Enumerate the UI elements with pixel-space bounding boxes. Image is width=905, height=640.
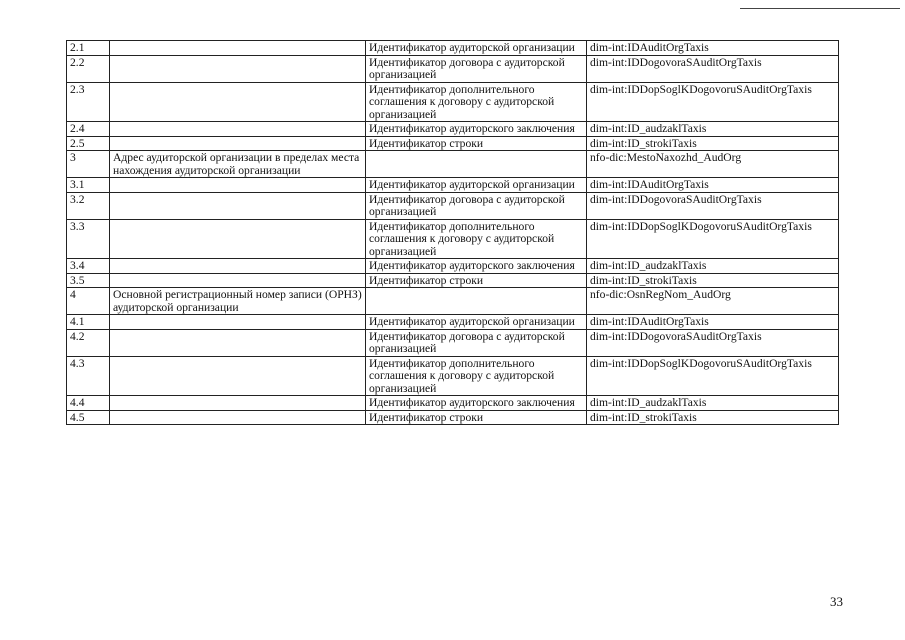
row-description-cell: Идентификатор строки (366, 136, 587, 151)
row-code-cell: dim-int:IDDogovoraSAuditOrgTaxis (587, 329, 839, 356)
row-name-cell (110, 259, 366, 274)
row-number-cell: 4.1 (67, 315, 110, 330)
row-name-cell (110, 55, 366, 82)
row-description-cell: Идентификатор договора с аудиторской организацией (366, 329, 587, 356)
row-description-cell: Идентификатор договора с аудиторской организацией (366, 192, 587, 219)
row-number-cell: 3.4 (67, 259, 110, 274)
table-row (67, 410, 839, 425)
table-row (67, 136, 839, 151)
row-description-cell: Идентификатор дополнительного соглашения к договору с аудиторской организацией (366, 356, 587, 396)
table-row (67, 122, 839, 137)
row-number-cell: 4 (67, 288, 110, 315)
row-description-cell: Идентификатор строки (366, 410, 587, 425)
row-description-cell: Идентификатор строки (366, 273, 587, 288)
row-name-cell (110, 136, 366, 151)
table-row (67, 55, 839, 82)
row-description-cell (366, 288, 587, 315)
row-number-cell: 2.1 (67, 41, 110, 56)
table-row (67, 329, 839, 356)
row-code-cell: dim-int:IDDopSoglKDogovoruSAuditOrgTaxis (587, 356, 839, 396)
row-name-cell (110, 410, 366, 425)
row-code-cell: dim-int:IDDogovoraSAuditOrgTaxis (587, 55, 839, 82)
row-name-cell: Адрес аудиторской организации в пределах места нахождения аудиторской организации (110, 151, 366, 178)
table-row (67, 151, 839, 178)
row-name-cell (110, 122, 366, 137)
table-row (67, 82, 839, 122)
row-code-cell: nfo-dic:OsnRegNom_AudOrg (587, 288, 839, 315)
row-name-cell (110, 178, 366, 193)
row-code-cell: dim-int:IDAuditOrgTaxis (587, 315, 839, 330)
row-code-cell: dim-int:ID_audzaklTaxis (587, 259, 839, 274)
row-code-cell: dim-int:ID_audzaklTaxis (587, 396, 839, 411)
row-description-cell: Идентификатор аудиторского заключения (366, 259, 587, 274)
row-code-cell: dim-int:ID_strokiTaxis (587, 410, 839, 425)
row-number-cell: 3 (67, 151, 110, 178)
table-row (67, 356, 839, 396)
row-number-cell: 3.5 (67, 273, 110, 288)
table-row (67, 315, 839, 330)
row-name-cell: Основной регистрационный номер записи (ОРНЗ) аудиторской организации (110, 288, 366, 315)
table-row (67, 273, 839, 288)
row-description-cell: Идентификатор аудиторского заключения (366, 122, 587, 137)
row-name-cell (110, 396, 366, 411)
header-rule (740, 8, 900, 9)
row-number-cell: 3.2 (67, 192, 110, 219)
table-row (67, 396, 839, 411)
row-number-cell: 4.3 (67, 356, 110, 396)
row-name-cell (110, 356, 366, 396)
row-number-cell: 2.4 (67, 122, 110, 137)
row-number-cell: 4.5 (67, 410, 110, 425)
row-code-cell: dim-int:ID_strokiTaxis (587, 273, 839, 288)
row-description-cell: Идентификатор аудиторского заключения (366, 396, 587, 411)
table-row (67, 259, 839, 274)
row-name-cell (110, 219, 366, 259)
row-description-cell: Идентификатор аудиторской организации (366, 315, 587, 330)
page-number: 33 (830, 594, 843, 609)
row-code-cell: dim-int:IDDogovoraSAuditOrgTaxis (587, 192, 839, 219)
row-code-cell: dim-int:IDAuditOrgTaxis (587, 178, 839, 193)
row-description-cell: Идентификатор аудиторской организации (366, 41, 587, 56)
row-number-cell: 4.4 (67, 396, 110, 411)
row-description-cell: Идентификатор аудиторской организации (366, 178, 587, 193)
row-description-cell: Идентификатор дополнительного соглашения к договору с аудиторской организацией (366, 219, 587, 259)
row-name-cell (110, 273, 366, 288)
table-row (67, 288, 839, 315)
row-code-cell: dim-int:ID_audzaklTaxis (587, 122, 839, 137)
row-name-cell (110, 82, 366, 122)
row-code-cell: dim-int:IDDopSoglKDogovoruSAuditOrgTaxis (587, 219, 839, 259)
row-description-cell: Идентификатор дополнительного соглашения к договору с аудиторской организацией (366, 82, 587, 122)
table-row (67, 41, 839, 56)
row-code-cell: dim-int:ID_strokiTaxis (587, 136, 839, 151)
row-code-cell: dim-int:IDDopSoglKDogovoruSAuditOrgTaxis (587, 82, 839, 122)
row-number-cell: 2.3 (67, 82, 110, 122)
table-row (67, 192, 839, 219)
row-code-cell: dim-int:IDAuditOrgTaxis (587, 41, 839, 56)
row-number-cell: 3.3 (67, 219, 110, 259)
row-number-cell: 2.2 (67, 55, 110, 82)
row-number-cell: 4.2 (67, 329, 110, 356)
row-name-cell (110, 192, 366, 219)
row-description-cell: Идентификатор договора с аудиторской организацией (366, 55, 587, 82)
row-code-cell: nfo-dic:MestoNaxozhd_AudOrg (587, 151, 839, 178)
row-number-cell: 3.1 (67, 178, 110, 193)
row-number-cell: 2.5 (67, 136, 110, 151)
table-row (67, 219, 839, 259)
table-body (67, 41, 839, 425)
table-row (67, 178, 839, 193)
row-name-cell (110, 315, 366, 330)
row-description-cell (366, 151, 587, 178)
row-name-cell (110, 329, 366, 356)
attributes-table (66, 40, 839, 425)
row-name-cell (110, 41, 366, 56)
